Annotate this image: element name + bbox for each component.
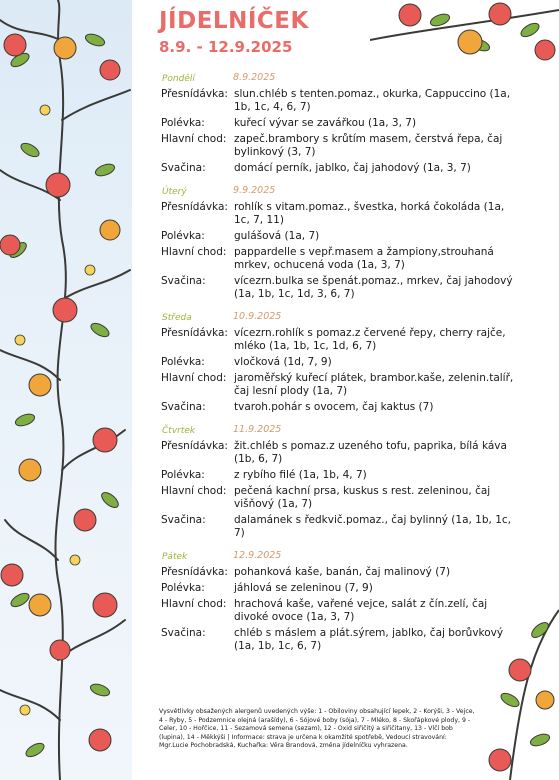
meal-label: Svačina: — [161, 162, 206, 174]
meal-main — [160, 372, 520, 398]
meal-text: jáhlová se zeleninou (7, 9) — [234, 582, 373, 594]
day-date: 8.9.2025 — [233, 72, 276, 83]
meal-label: Svačina: — [161, 627, 206, 639]
meal-label: Přesnídávka: — [161, 440, 228, 452]
meal-label: Hlavní chod: — [161, 485, 227, 497]
meal-label: Přesnídávka: — [161, 201, 228, 213]
meal-text: gulášová (1a, 7) — [234, 230, 320, 242]
meal-main — [160, 485, 520, 511]
meal-snack — [160, 401, 520, 414]
meal-text: z rybího filé (1a, 1b, 4, 7) — [234, 469, 367, 481]
meal-label: Přesnídávka: — [161, 566, 228, 578]
meal-label: Přesnídávka: — [161, 327, 228, 339]
meal-text: pečená kachní prsa, kuskus s rest. zeleninou, čaj višňový (1a, 7) — [234, 485, 491, 510]
meal-breakfast — [160, 440, 520, 466]
meal-text: zapeč.brambory s krůtím masem, čerstvá řepa, čaj bylinkový (3, 7) — [234, 133, 503, 158]
meal-text: tvaroh.pohár s ovocem, čaj kaktus (7) — [234, 401, 434, 413]
meal-soup — [160, 356, 520, 369]
meal-text: dalamánek s ředkvič.pomaz., čaj bylinný (1a, 1b, 1c, 7) — [234, 514, 511, 539]
day-name: Čtvrtek — [162, 426, 196, 436]
meal-text: rohlík s vitam.pomaz., švestka, horká čokoláda (1a, 1c, 7, 11) — [234, 201, 505, 226]
page-title: JÍDELNÍČEK — [159, 8, 309, 34]
meal-text: hrachová kaše, vařené vejce, salát z čín.zelí, čaj divoké ovoce (1a, 3, 7) — [234, 598, 488, 623]
day-name: Středa — [162, 313, 192, 323]
meal-text: slun.chléb s tenten.pomaz., okurka, Cappuccino (1a, 1b, 1c, 4, 6, 7) — [234, 88, 511, 113]
day-block-tuesday — [160, 185, 520, 301]
meal-snack — [160, 275, 520, 301]
day-date: 10.9.2025 — [233, 311, 282, 322]
meal-label: Polévka: — [161, 230, 205, 242]
meal-main — [160, 598, 520, 624]
day-date: 11.9.2025 — [233, 424, 282, 435]
meal-label: Polévka: — [161, 582, 205, 594]
meal-soup — [160, 469, 520, 482]
decorative-apple-tree-border — [0, 0, 132, 780]
meal-text: vícezrn.rohlík s pomaz.z červené řepy, cherry rajče, mléko (1a, 1b, 1c, 1d, 6, 7) — [234, 327, 506, 352]
meal-snack — [160, 162, 520, 175]
meal-breakfast — [160, 327, 520, 353]
meal-label: Svačina: — [161, 401, 206, 413]
meal-text: domácí perník, jablko, čaj jahodový (1a, 3, 7) — [234, 162, 471, 174]
meal-main — [160, 246, 520, 272]
meal-text: jaroměřský kuřecí plátek, brambor.kaše, zelenin.talíř, čaj lesní plody (1a, 7) — [234, 372, 514, 397]
meal-soup — [160, 230, 520, 243]
meal-label: Svačina: — [161, 514, 206, 526]
meal-breakfast — [160, 201, 520, 227]
meal-text: chléb s máslem a plát.sýrem, jablko, čaj borůvkový (1a, 1b, 1c, 6, 7) — [234, 627, 504, 652]
meal-text: pappardelle s vepř.masem a žampiony,strouhaná mrkev, ochucená voda (1a, 3, 7) — [234, 246, 494, 271]
meal-breakfast — [160, 566, 520, 579]
day-name: Pondělí — [162, 74, 195, 84]
meal-label: Hlavní chod: — [161, 598, 227, 610]
meal-soup — [160, 582, 520, 595]
menu-content — [160, 72, 520, 663]
day-date: 9.9.2025 — [233, 185, 276, 196]
day-date: 12.9.2025 — [233, 550, 282, 561]
meal-label: Polévka: — [161, 356, 205, 368]
day-block-thursday — [160, 424, 520, 540]
day-name: Úterý — [162, 187, 187, 197]
meal-soup — [160, 117, 520, 130]
meal-snack — [160, 514, 520, 540]
day-block-wednesday — [160, 311, 520, 414]
meal-label: Hlavní chod: — [161, 246, 227, 258]
day-block-friday — [160, 550, 520, 653]
day-block-monday — [160, 72, 520, 175]
apple-tree-illustration — [0, 0, 132, 780]
date-range: 8.9. - 12.9.2025 — [159, 38, 293, 56]
meal-label: Svačina: — [161, 275, 206, 287]
meal-breakfast — [160, 88, 520, 114]
allergen-footnote: Vysvětlivky obsažených alergenů uvedených výše: 1 - Obiloviny obsahující lepek, 2 - Korýši, 3 - Vejce, 4 - Ryby, 5 - Podzemnice olejná (arašídy), 6 - Sójové boby (sója), 7 - Mléko, 8 - Skořápkové plody, 9 - Celer, 10 - Hořčice, 11 - Sezamová semena (sezam), 12 - Oxid siřičitý a siřičitany, 13 - Vlčí bob (lupina), 14 - Měkkýši | Informace: strava je určena k okamžité spotřebě, Vedoucí stravování: Mgr.Lucie Pochobradská, Kuchařka: Věra Brandová, změna jídelníčku vyhrazena. — [159, 708, 475, 750]
decorative-top-branch — [370, 0, 559, 70]
meal-label: Hlavní chod: — [161, 133, 227, 145]
meal-text: vločková (1d, 7, 9) — [234, 356, 332, 368]
meal-text: kuřecí vývar se zavářkou (1a, 3, 7) — [234, 117, 417, 129]
meal-text: vícezrn.bulka se špenát.pomaz., mrkev, čaj jahodový (1a, 1b, 1c, 1d, 3, 6, 7) — [234, 275, 513, 300]
day-name: Pátek — [162, 552, 188, 562]
meal-snack — [160, 627, 520, 653]
meal-label: Hlavní chod: — [161, 372, 227, 384]
meal-label: Přesnídávka: — [161, 88, 228, 100]
top-branch-illustration — [370, 0, 559, 70]
meal-label: Polévka: — [161, 469, 205, 481]
meal-label: Polévka: — [161, 117, 205, 129]
meal-text: žit.chléb s pomaz.z uzeného tofu, paprika, bílá káva (1b, 6, 7) — [234, 440, 507, 465]
meal-main — [160, 133, 520, 159]
meal-text: pohanková kaše, banán, čaj malinový (7) — [234, 566, 451, 578]
